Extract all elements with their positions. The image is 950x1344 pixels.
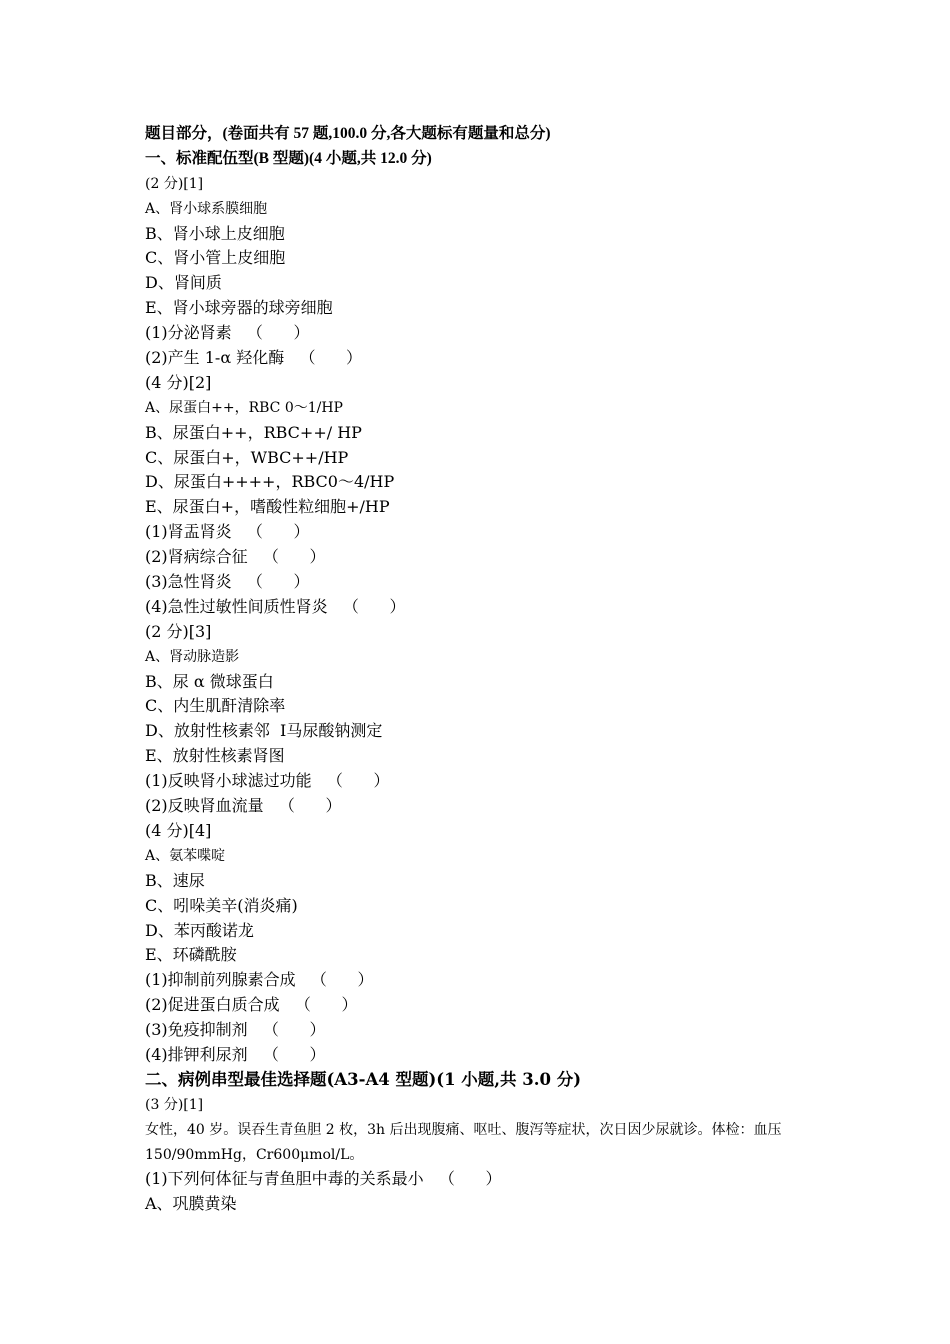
document-header: 题目部分，(卷面共有 57 题,100.0 分,各大题标有题量和总分) (145, 125, 551, 142)
option-a: A、肾小球系膜细胞 (145, 200, 268, 217)
sub-question: (1)反映肾小球滤过功能 （ ） (145, 771, 390, 791)
option-d: D、肾间质 (145, 273, 222, 293)
option-b: B、尿蛋白++，RBC++/ HP (145, 422, 362, 442)
sub-question: (2)产生 1-α 羟化酶 （ ） (145, 348, 363, 368)
option-e: E、尿蛋白+，嗜酸性粒细胞+/HP (145, 497, 390, 517)
option-c: C、吲哚美辛(消炎痛) (145, 895, 298, 915)
option-d: D、尿蛋白++++，RBC0～4/HP (145, 472, 395, 492)
option-c: C、肾小管上皮细胞 (145, 248, 286, 268)
section-title: 一、标准配伍型(B 型题)(4 小题,共 12.0 分) (145, 149, 432, 167)
sub-question: (1)肾盂肾炎 （ ） (145, 522, 310, 542)
option-b: B、肾小球上皮细胞 (145, 223, 285, 243)
option-c: C、内生肌酐清除率 (145, 696, 286, 716)
section-title: 二、病例串型最佳选择题(A3-A4 型题)(1 小题,共 3.0 分) (145, 1069, 582, 1089)
question-score: (2 分)[3] (145, 621, 212, 641)
sub-question: (1)抑制前列腺素合成 （ ） (145, 970, 374, 990)
option-e: E、肾小球旁器的球旁细胞 (145, 298, 333, 318)
sub-question: (2)反映肾血流量 （ ） (145, 796, 342, 816)
option-e: E、放射性核素肾图 (145, 746, 285, 766)
sub-question: (1)下列何体征与青鱼胆中毒的关系最小 （ ） (145, 1169, 502, 1189)
question-score: (2 分)[1] (145, 175, 204, 192)
sub-question: (4)排钾利尿剂 （ ） (145, 1044, 326, 1064)
option-c: C、尿蛋白+，WBC++/HP (145, 447, 349, 467)
option-d: D、苯丙酸诺龙 (145, 920, 254, 940)
option-b: B、速尿 (145, 870, 205, 890)
option-a: A、巩膜黄染 (145, 1194, 237, 1214)
option-a: A、肾动脉造影 (145, 648, 240, 665)
sub-question: (2)促进蛋白质合成 （ ） (145, 995, 358, 1015)
option-a: A、尿蛋白++，RBC 0～1/HP (145, 399, 343, 416)
option-b: B、尿 α 微球蛋白 (145, 671, 274, 691)
sub-question: (3)急性肾炎 （ ） (145, 572, 310, 592)
option-d: D、放射性核素邻 Ⅰ马尿酸钠测定 (145, 721, 383, 741)
document-page (145, 122, 825, 1217)
option-a: A、氨苯喋啶 (145, 847, 226, 864)
sub-question: (1)分泌肾素 （ ） (145, 323, 310, 343)
question-score: (4 分)[4] (145, 820, 212, 840)
sub-question: (2)肾病综合征 （ ） (145, 547, 326, 567)
sub-question: (4)急性过敏性间质性肾炎 （ ） (145, 596, 406, 616)
case-description: 女性，40 岁。误吞生青鱼胆 2 枚，3h 后出现腹痛、呕吐、腹泻等症状，次日因少尿就诊。体检：血压 150/90mmHg，Cr600μmol/L。 (145, 1121, 782, 1163)
option-e: E、环磷酰胺 (145, 945, 237, 965)
question-score: (3 分)[1] (145, 1096, 204, 1113)
question-score: (4 分)[2] (145, 372, 212, 392)
sub-question: (3)免疫抑制剂 （ ） (145, 1020, 326, 1040)
